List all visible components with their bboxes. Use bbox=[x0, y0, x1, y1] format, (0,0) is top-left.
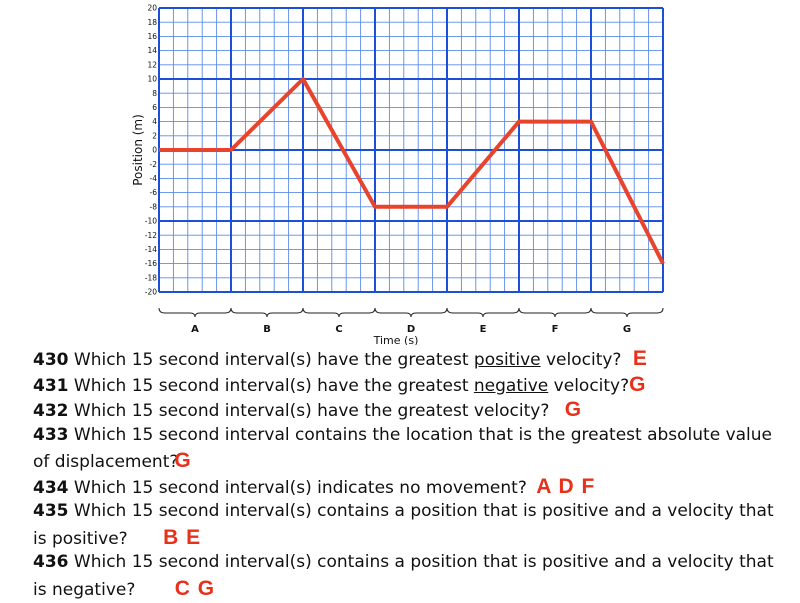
interval-brace bbox=[519, 308, 591, 317]
y-tick-label: -14 bbox=[145, 245, 157, 254]
y-tick-label: -8 bbox=[150, 202, 158, 211]
interval-brace bbox=[231, 308, 303, 317]
question-text: Which 15 second interval(s) contains a position that is positive and a velocity that bbox=[74, 501, 774, 521]
question-number: 434 bbox=[33, 478, 69, 498]
question-number: 436 bbox=[33, 552, 69, 572]
question-text-continued: is negative? bbox=[33, 580, 135, 600]
y-tick-label: 14 bbox=[147, 46, 157, 55]
y-tick-label: 10 bbox=[147, 75, 157, 84]
y-tick-label: -6 bbox=[150, 188, 158, 197]
answer: E bbox=[633, 347, 648, 370]
question-434 bbox=[33, 474, 793, 500]
position-line bbox=[159, 79, 663, 264]
y-tick-label: 0 bbox=[152, 146, 157, 155]
question-text-end: velocity? bbox=[541, 350, 622, 370]
interval-brace bbox=[375, 308, 447, 317]
question-emphasis: positive bbox=[474, 350, 541, 370]
question-list bbox=[33, 346, 793, 601]
interval-brace bbox=[303, 308, 375, 317]
y-tick-label: 16 bbox=[147, 32, 157, 41]
question-431 bbox=[33, 372, 793, 398]
interval-label: G bbox=[623, 324, 631, 335]
y-axis-label: Position (m) bbox=[131, 114, 145, 186]
y-tick-label: -16 bbox=[145, 259, 157, 268]
question-text: Which 15 second interval(s) contains a position that is positive and a velocity that bbox=[74, 552, 774, 572]
question-432 bbox=[33, 397, 793, 423]
y-tick-label: -10 bbox=[145, 217, 157, 226]
question-number: 433 bbox=[33, 425, 69, 445]
question-433-continued bbox=[33, 448, 793, 474]
y-tick-label: 6 bbox=[152, 103, 157, 112]
question-text: Which 15 second interval(s) have the greatest velocity? bbox=[74, 401, 549, 421]
question-435-continued bbox=[33, 525, 793, 551]
question-436-continued bbox=[33, 576, 793, 602]
answer: G bbox=[174, 449, 191, 472]
question-number: 432 bbox=[33, 401, 69, 421]
question-number: 431 bbox=[33, 376, 69, 396]
y-tick-label: 4 bbox=[152, 117, 157, 126]
answer: B E bbox=[163, 526, 201, 549]
question-text: Which 15 second interval(s) have the greatest bbox=[74, 376, 474, 396]
interval-brace bbox=[591, 308, 663, 317]
interval-label: D bbox=[407, 324, 415, 335]
y-tick-labels bbox=[145, 4, 157, 297]
answer: G bbox=[565, 398, 582, 421]
interval-label: B bbox=[263, 324, 271, 335]
question-text: Which 15 second interval contains the location that is the greatest absolute value bbox=[74, 425, 772, 445]
interval-label: C bbox=[335, 324, 342, 335]
y-tick-label: 12 bbox=[147, 60, 157, 69]
question-436 bbox=[33, 550, 793, 576]
y-tick-label: 18 bbox=[147, 18, 157, 27]
y-tick-label: 20 bbox=[147, 4, 157, 13]
question-text-end: velocity? bbox=[548, 376, 629, 396]
y-tick-label: -2 bbox=[150, 160, 158, 169]
question-text-continued: of displacement? bbox=[33, 452, 178, 472]
question-number: 430 bbox=[33, 350, 69, 370]
question-emphasis: negative bbox=[474, 376, 548, 396]
question-435 bbox=[33, 499, 793, 525]
question-text-continued: is positive? bbox=[33, 529, 128, 549]
y-tick-label: -12 bbox=[145, 231, 157, 240]
series-line bbox=[159, 79, 663, 264]
interval-label: A bbox=[191, 324, 199, 335]
answer: G bbox=[629, 373, 646, 396]
interval-label: E bbox=[480, 324, 487, 335]
answer: C G bbox=[175, 577, 215, 600]
question-number: 435 bbox=[33, 501, 69, 521]
interval-label: F bbox=[552, 324, 559, 335]
interval-brace bbox=[447, 308, 519, 317]
question-433 bbox=[33, 423, 793, 449]
y-tick-label: 2 bbox=[152, 131, 157, 140]
y-tick-label: -20 bbox=[145, 288, 157, 297]
question-430 bbox=[33, 346, 793, 372]
answer: A D F bbox=[536, 475, 595, 498]
question-text: Which 15 second interval(s) have the greatest bbox=[74, 350, 474, 370]
interval-braces bbox=[159, 308, 663, 317]
question-text: Which 15 second interval(s) indicates no movement? bbox=[74, 478, 527, 498]
y-tick-label: -4 bbox=[150, 174, 158, 183]
x-axis-label: Time (s) bbox=[373, 334, 419, 345]
interval-brace bbox=[159, 308, 231, 317]
y-tick-label: -18 bbox=[145, 273, 157, 282]
y-tick-label: 8 bbox=[152, 89, 157, 98]
